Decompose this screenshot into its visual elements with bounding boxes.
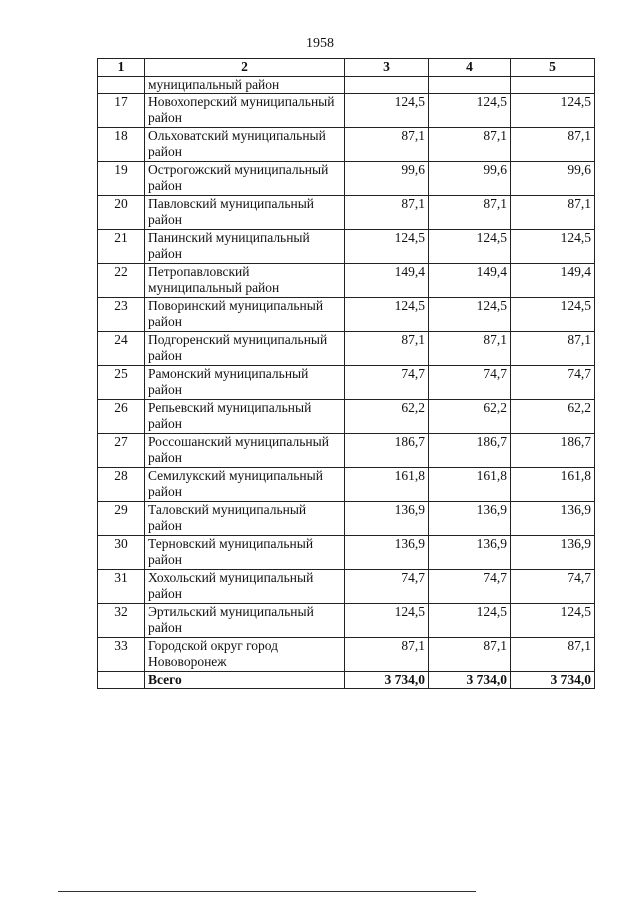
row-value-col3: 87,1 xyxy=(345,196,429,230)
row-value-col4: 87,1 xyxy=(429,128,511,162)
row-value-col5: 186,7 xyxy=(511,434,595,468)
table-row xyxy=(98,196,595,230)
table-row xyxy=(98,366,595,400)
header-col-4: 4 xyxy=(429,59,511,77)
continuation-v5 xyxy=(511,77,595,94)
total-value-col5: 3 734,0 xyxy=(511,672,595,689)
row-value-col4: 87,1 xyxy=(429,332,511,366)
row-value-col4: 99,6 xyxy=(429,162,511,196)
row-number: 17 xyxy=(98,94,145,128)
table-row xyxy=(98,434,595,468)
page-number: 1958 xyxy=(306,36,334,51)
row-value-col3: 149,4 xyxy=(345,264,429,298)
row-name: Таловский муниципальный район xyxy=(145,502,345,536)
row-value-col5: 149,4 xyxy=(511,264,595,298)
row-value-col4: 124,5 xyxy=(429,298,511,332)
row-value-col4: 124,5 xyxy=(429,604,511,638)
row-number: 24 xyxy=(98,332,145,366)
row-value-col4: 136,9 xyxy=(429,536,511,570)
row-value-col5: 124,5 xyxy=(511,604,595,638)
row-number: 19 xyxy=(98,162,145,196)
table-row xyxy=(98,128,595,162)
row-value-col4: 87,1 xyxy=(429,196,511,230)
table-body xyxy=(98,77,595,689)
row-number: 26 xyxy=(98,400,145,434)
continuation-name: муниципальный район xyxy=(145,77,345,94)
table-row xyxy=(98,570,595,604)
row-value-col5: 99,6 xyxy=(511,162,595,196)
row-name: Городской округ город Нововоронеж xyxy=(145,638,345,672)
table-row xyxy=(98,604,595,638)
row-number: 25 xyxy=(98,366,145,400)
row-name: Павловский муниципальный район xyxy=(145,196,345,230)
row-name: Острогожский муниципальный район xyxy=(145,162,345,196)
row-number: 33 xyxy=(98,638,145,672)
footer-divider xyxy=(58,891,476,892)
row-number: 30 xyxy=(98,536,145,570)
row-name: Хохольский муниципальный район xyxy=(145,570,345,604)
row-value-col3: 161,8 xyxy=(345,468,429,502)
row-name: Новохоперский муниципальный район xyxy=(145,94,345,128)
row-number: 28 xyxy=(98,468,145,502)
row-name: Терновский муниципальный район xyxy=(145,536,345,570)
row-number: 31 xyxy=(98,570,145,604)
row-value-col3: 87,1 xyxy=(345,128,429,162)
row-name: Репьевский муниципальный район xyxy=(145,400,345,434)
row-value-col4: 149,4 xyxy=(429,264,511,298)
row-name: Петропавловский муниципальный район xyxy=(145,264,345,298)
table-row xyxy=(98,536,595,570)
table-row xyxy=(98,162,595,196)
total-number xyxy=(98,672,145,689)
row-number: 22 xyxy=(98,264,145,298)
row-name: Поворинский муниципальный район xyxy=(145,298,345,332)
row-value-col5: 74,7 xyxy=(511,570,595,604)
row-value-col5: 124,5 xyxy=(511,230,595,264)
row-value-col3: 74,7 xyxy=(345,366,429,400)
continuation-num xyxy=(98,77,145,94)
row-value-col4: 62,2 xyxy=(429,400,511,434)
allocation-table xyxy=(97,58,595,689)
table-row xyxy=(98,400,595,434)
row-number: 32 xyxy=(98,604,145,638)
row-number: 18 xyxy=(98,128,145,162)
row-name: Панинский муниципальный район xyxy=(145,230,345,264)
row-value-col5: 124,5 xyxy=(511,298,595,332)
row-name: Эртильский муниципальный район xyxy=(145,604,345,638)
row-value-col3: 62,2 xyxy=(345,400,429,434)
row-value-col5: 136,9 xyxy=(511,536,595,570)
row-value-col3: 124,5 xyxy=(345,604,429,638)
table-row xyxy=(98,332,595,366)
row-number: 27 xyxy=(98,434,145,468)
total-value-col4: 3 734,0 xyxy=(429,672,511,689)
row-value-col3: 74,7 xyxy=(345,570,429,604)
total-row xyxy=(98,672,595,689)
row-value-col5: 87,1 xyxy=(511,638,595,672)
table-row xyxy=(98,502,595,536)
table-row xyxy=(98,264,595,298)
row-value-col5: 62,2 xyxy=(511,400,595,434)
row-value-col4: 161,8 xyxy=(429,468,511,502)
table-row xyxy=(98,298,595,332)
row-value-col3: 124,5 xyxy=(345,298,429,332)
table-row xyxy=(98,230,595,264)
row-value-col3: 186,7 xyxy=(345,434,429,468)
row-name: Семилукский муниципальный район xyxy=(145,468,345,502)
row-value-col4: 74,7 xyxy=(429,366,511,400)
row-name: Россошанский муниципальный район xyxy=(145,434,345,468)
header-col-1: 1 xyxy=(98,59,145,77)
row-value-col5: 124,5 xyxy=(511,94,595,128)
row-name: Подгоренский муниципальный район xyxy=(145,332,345,366)
table-header-row xyxy=(98,59,595,77)
row-value-col5: 161,8 xyxy=(511,468,595,502)
header-col-2: 2 xyxy=(145,59,345,77)
row-value-col4: 124,5 xyxy=(429,230,511,264)
row-value-col3: 124,5 xyxy=(345,94,429,128)
table-row xyxy=(98,638,595,672)
row-number: 23 xyxy=(98,298,145,332)
row-value-col3: 87,1 xyxy=(345,332,429,366)
continuation-row xyxy=(98,77,595,94)
continuation-v4 xyxy=(429,77,511,94)
row-value-col5: 87,1 xyxy=(511,196,595,230)
row-value-col3: 124,5 xyxy=(345,230,429,264)
row-value-col3: 136,9 xyxy=(345,536,429,570)
row-value-col4: 87,1 xyxy=(429,638,511,672)
row-name: Рамонский муниципальный район xyxy=(145,366,345,400)
row-value-col5: 74,7 xyxy=(511,366,595,400)
row-value-col4: 124,5 xyxy=(429,94,511,128)
row-value-col4: 186,7 xyxy=(429,434,511,468)
row-value-col5: 136,9 xyxy=(511,502,595,536)
row-number: 20 xyxy=(98,196,145,230)
header-col-3: 3 xyxy=(345,59,429,77)
row-value-col5: 87,1 xyxy=(511,128,595,162)
row-value-col4: 136,9 xyxy=(429,502,511,536)
row-value-col3: 136,9 xyxy=(345,502,429,536)
total-value-col3: 3 734,0 xyxy=(345,672,429,689)
row-number: 21 xyxy=(98,230,145,264)
header-col-5: 5 xyxy=(511,59,595,77)
row-number: 29 xyxy=(98,502,145,536)
row-name: Ольховатский муниципальный район xyxy=(145,128,345,162)
continuation-v3 xyxy=(345,77,429,94)
row-value-col3: 99,6 xyxy=(345,162,429,196)
table-row xyxy=(98,94,595,128)
row-value-col5: 87,1 xyxy=(511,332,595,366)
table-row xyxy=(98,468,595,502)
total-label: Всего xyxy=(145,672,345,689)
row-value-col3: 87,1 xyxy=(345,638,429,672)
row-value-col4: 74,7 xyxy=(429,570,511,604)
